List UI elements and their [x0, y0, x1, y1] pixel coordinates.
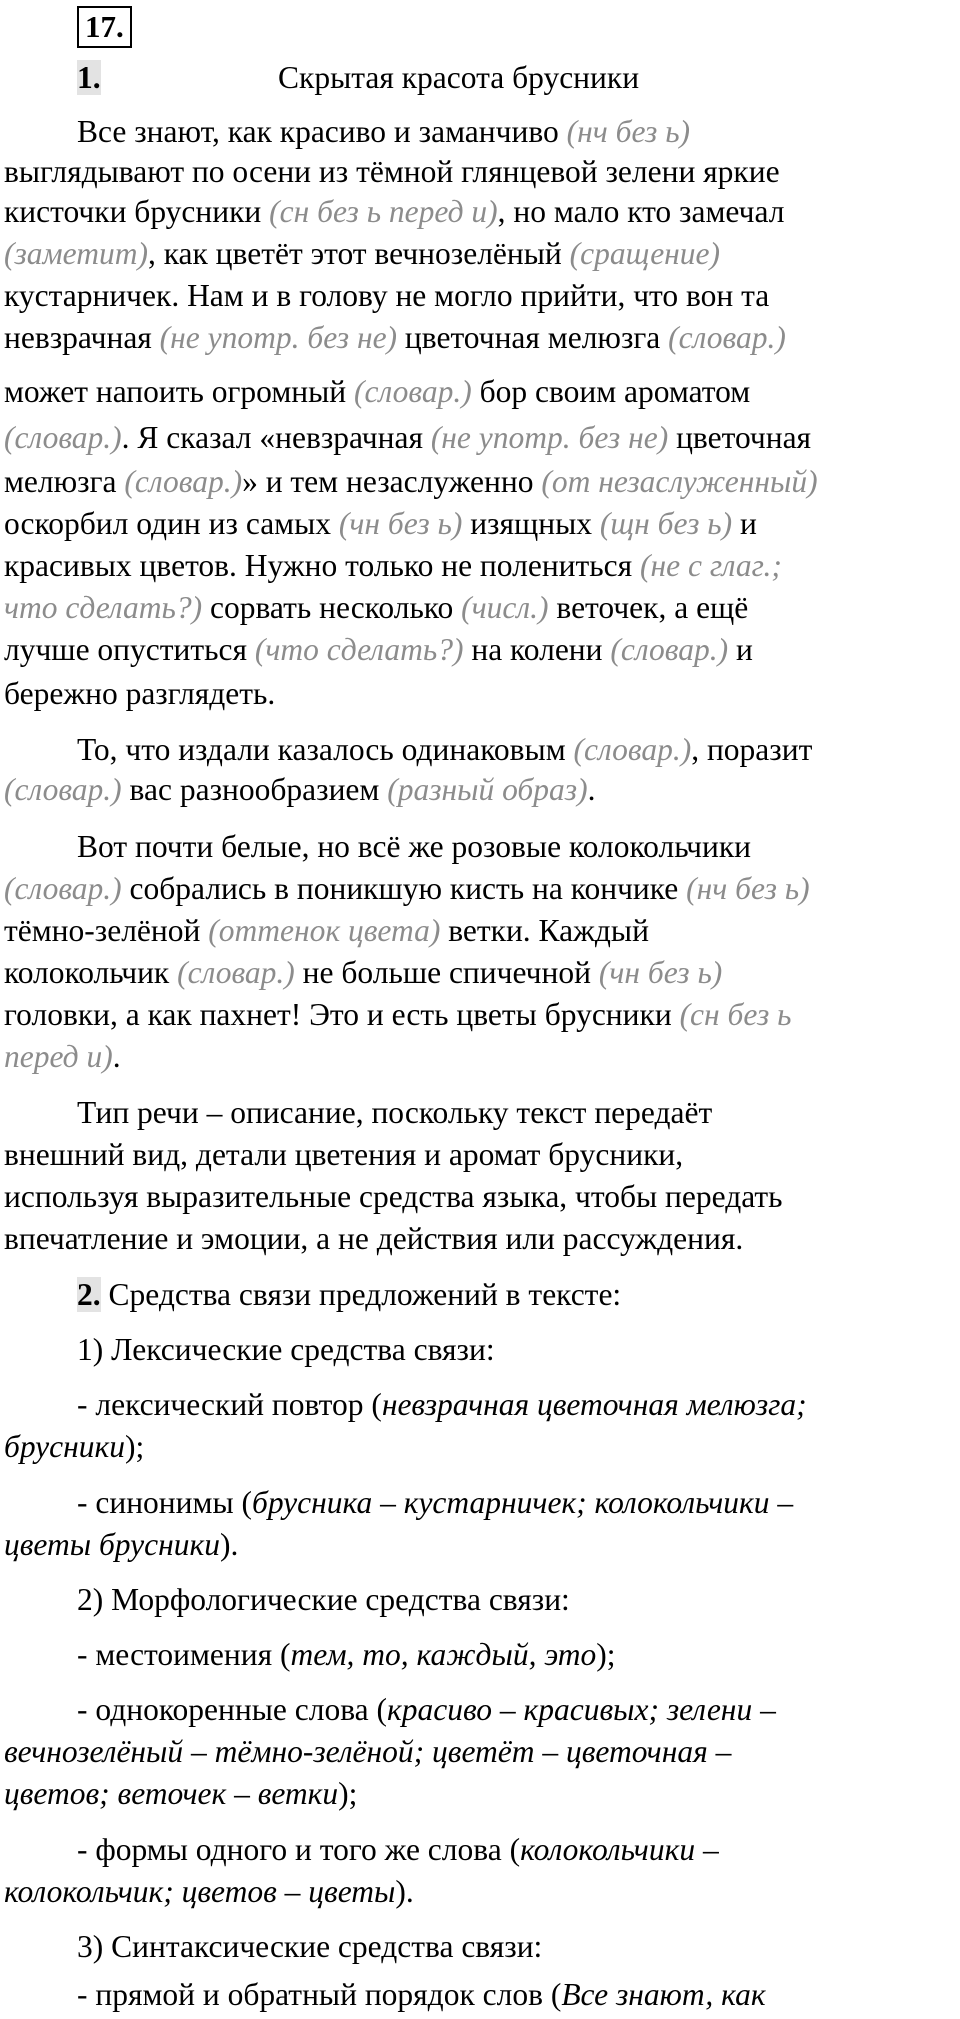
p3-line-4: колокольчик (словар.) не больше спичечной (чн без ь) [4, 955, 723, 990]
spelling-note: (сн без ь [679, 997, 792, 1032]
spelling-note: (нч без ь) [566, 114, 691, 149]
spelling-note: (не употр. без не) [159, 320, 398, 355]
task2-item-4: - синонимы (брусника – кустарничек; колокольчики – [77, 1485, 794, 1520]
task2-item-14: - прямой и обратный порядок слов (Все знают, как [77, 1977, 766, 2012]
spelling-note: (заметит) [4, 236, 148, 271]
task2-item-7: - местоимения (тем, то, каждый, это); [77, 1637, 616, 1672]
task2-item-11: - формы одного и того же слова (колокольчики – [77, 1832, 719, 1867]
spelling-note: (нч без ь) [686, 871, 810, 906]
p1-line-1: Все знают, как красиво и заманчиво (нч без ь) [77, 114, 691, 149]
task1-marker: 1. [77, 60, 101, 95]
spelling-note: (сн без ь перед и) [269, 194, 498, 229]
p1-line-10: оскорбил один из самых (чн без ь) изящных (щн без ь) и [4, 506, 757, 541]
task2-item-6: 2) Морфологические средства связи: [77, 1582, 570, 1617]
p1-line-12: что сделать?) сорвать несколько (числ.) веточек, а ещё [4, 590, 749, 625]
p1-line-14: бережно разглядеть. [4, 676, 276, 711]
p1-line-13: лучше опуститься (что сделать?) на колени (словар.) и [4, 632, 753, 667]
spelling-note: (чн без ь) [338, 506, 463, 541]
p3-line-1: Вот почти белые, но всё же розовые колокольчики [77, 829, 752, 864]
task2-item-10: цветов; веточек – ветки); [4, 1776, 358, 1811]
exercise-number: 17. [77, 6, 132, 48]
spelling-note: (словар.) [4, 772, 122, 807]
p3-line-2: (словар.) собрались в поникшую кисть на кончике (нч без ь) [4, 871, 810, 906]
spelling-note: (словар.) [124, 464, 243, 499]
spelling-note: (числ.) [461, 590, 549, 625]
task2-item-3: брусники); [4, 1429, 145, 1464]
task2-heading: 2. Средства связи предложений в тексте: [77, 1277, 622, 1312]
spelling-note: (словар.) [610, 632, 729, 667]
spelling-note: (словар.) [668, 320, 786, 355]
p2-line-1: То, что издали казалось одинаковым (словар.), поразит [77, 732, 813, 767]
p1-line-3: кисточки брусники (сн без ь перед и), но мало кто замечал [4, 194, 785, 229]
p1-line-9: мелюзга (словар.)» и тем незаслуженно (от незаслуженный) [4, 464, 818, 499]
spelling-note: перед и) [4, 1039, 113, 1074]
spelling-note: (оттенок цвета) [208, 913, 441, 948]
spelling-note: (словар.) [354, 374, 472, 409]
spelling-note: (сращение) [569, 236, 721, 271]
p1-line-2: выглядывают по осени из тёмной глянцевой зелени яркие [4, 154, 780, 189]
spelling-note: (словар.) [573, 732, 692, 767]
task1-marker-line [77, 58, 101, 98]
spelling-note: (словар.) [177, 955, 295, 990]
spelling-note: (что сделать?) [254, 632, 464, 667]
spelling-note: (словар.) [4, 871, 122, 906]
p4-line-1: Тип речи – описание, поскольку текст передаёт [77, 1095, 713, 1130]
task2-item-5: цветы брусники). [4, 1527, 239, 1562]
spelling-note: (щн без ь) [599, 506, 733, 541]
p3-line-6: перед и). [4, 1039, 121, 1074]
p3-line-5: головки, а как пахнет! Это и есть цветы брусники (сн без ь [4, 997, 792, 1032]
text-title: Скрытая красота брусники [278, 60, 640, 95]
task2-item-2: - лексический повтор (невзрачная цветочная мелюзга; [77, 1387, 807, 1422]
p3-line-3: тёмно-зелёной (оттенок цвета) ветки. Каждый [4, 913, 649, 948]
spelling-note: что сделать?) [4, 590, 203, 625]
p1-line-8: (словар.). Я сказал «невзрачная (не употр. без не) цветочная [4, 420, 812, 455]
p4-line-2: внешний вид, детали цветения и аромат брусники, [4, 1137, 684, 1172]
p1-line-5: кустарничек. Нам и в голову не могло прийти, что вон та [4, 278, 770, 313]
task2-item-9: вечнозелёный – тёмно-зелёной; цветёт – цветочная – [4, 1734, 732, 1769]
p1-line-6: невзрачная (не употр. без не) цветочная мелюзга (словар.) [4, 320, 786, 355]
spelling-note: (чн без ь) [598, 955, 723, 990]
task2-item-1: 1) Лексические средства связи: [77, 1332, 495, 1367]
p1-line-7: может напоить огромный (словар.) бор своим ароматом [4, 374, 751, 409]
p2-line-2: (словар.) вас разнообразием (разный образ). [4, 772, 596, 807]
spelling-note: (от незаслуженный) [541, 464, 818, 499]
task2-item-13: 3) Синтаксические средства связи: [77, 1929, 543, 1964]
p1-line-11: красивых цветов. Нужно только не полениться (не с глаг.; [4, 548, 782, 583]
task2-item-12: колокольчик; цветов – цветы). [4, 1874, 414, 1909]
spelling-note: (разный образ) [387, 772, 588, 807]
spelling-note: (не с глаг.; [640, 548, 782, 583]
p1-line-4: (заметит), как цветёт этот вечнозелёный (сращение) [4, 236, 721, 271]
spelling-note: (не употр. без не) [430, 420, 669, 455]
task2-item-8: - однокоренные слова (красиво – красивых; зелени – [77, 1692, 776, 1727]
p4-line-4: впечатление и эмоции, а не действия или рассуждения. [4, 1221, 744, 1256]
task2-marker: 2. [77, 1277, 101, 1312]
spelling-note: (словар.) [4, 420, 122, 455]
p4-line-3: используя выразительные средства языка, чтобы передать [4, 1179, 783, 1214]
